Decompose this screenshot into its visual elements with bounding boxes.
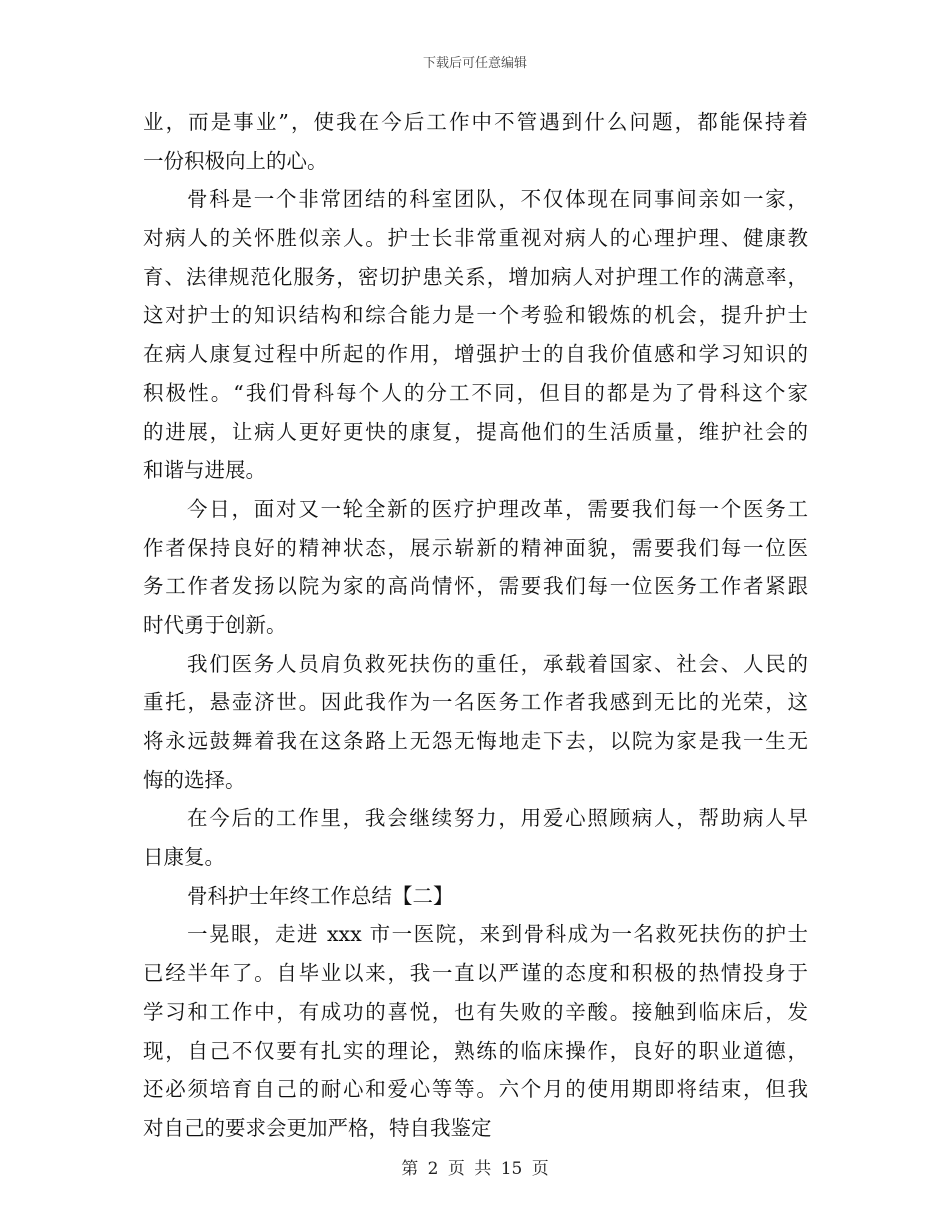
page-footer: 第 2 页 共 15 页 [401, 1159, 549, 1179]
text-line: 育、法律规范化服务，密切护患关系，增加病人对护理工作的满意率， [143, 264, 808, 289]
text-line: 对病人的关怀胜似亲人。护士长非常重视对病人的心理护理、健康教 [143, 226, 808, 251]
text-line: 这对护士的知识结构和综合能力是一个考验和锻炼的机会，提升护士 [143, 303, 808, 328]
text-line: 务工作者发扬以院为家的高尚情怀，需要我们每一位医务工作者紧跟 [143, 574, 808, 599]
text-line: 还必须培育自己的耐心和爱心等等。六个月的使用期即将结束，但我 [143, 1077, 808, 1102]
text-line: 时代勇于创新。 [143, 612, 287, 637]
text-line: 今日，面对又一轮全新的医疗护理改革，需要我们每一个医务工 [187, 496, 808, 521]
text-line: 悔的选择。 [143, 767, 246, 792]
text-line: 业，而是事业”，使我在今后工作中不管遇到什么问题，都能保持着 [143, 110, 808, 134]
text-line: 将永远鼓舞着我在这条路上无怨无悔地走下去，以院为家是我一生无 [143, 729, 808, 753]
page-header: 下载后可任意编辑 [422, 56, 527, 71]
text-line: 我们医务人员肩负救死扶伤的重任，承载着国家、社会、人民的 [187, 651, 808, 676]
text-line: 的进展，让病人更好更快的康复，提高他们的生活质量，维护社会的 [143, 419, 808, 444]
text-line: 一份积极向上的心。 [143, 148, 328, 173]
text-line: 作者保持良好的精神状态，展示崭新的精神面貌，需要我们每一位医 [143, 535, 808, 560]
document-body [143, 103, 808, 1148]
text-line: 学习和工作中，有成功的喜悦，也有失败的辛酸。接触到临床后，发 [143, 999, 808, 1024]
text-line: 骨科护士年终工作总结【二】 [187, 883, 454, 908]
text-line: 在病人康复过程中所起的作用，增强护士的自我价值感和学习知识的 [143, 342, 808, 367]
text-line: 一晃眼，走进 xxx 市一医院，来到骨科成为一名救死扶伤的护士 [187, 922, 808, 947]
text-line: 和谐与进展。 [143, 458, 266, 483]
text-line: 已经半年了。自毕业以来，我一直以严谨的态度和积极的热情投身于 [143, 961, 808, 986]
text-line: 积极性。“我们骨科每个人的分工不同，但目的都是为了骨科这个家 [143, 380, 808, 405]
text-line: 在今后的工作里，我会继续努力，用爱心照顾病人，帮助病人早 [187, 806, 808, 831]
text-line: 日康复。 [143, 845, 225, 870]
text-line: 对自己的要求会更加严格，特自我鉴定 [143, 1115, 492, 1140]
text-line: 现，自己不仅要有扎实的理论，熟练的临床操作，良好的职业道德， [143, 1038, 808, 1063]
text-line: 重托，悬壶济世。因此我作为一名医务工作者我感到无比的光荣，这 [143, 690, 808, 715]
text-line: 骨科是一个非常团结的科室团队，不仅体现在同事间亲如一家， [187, 187, 808, 212]
